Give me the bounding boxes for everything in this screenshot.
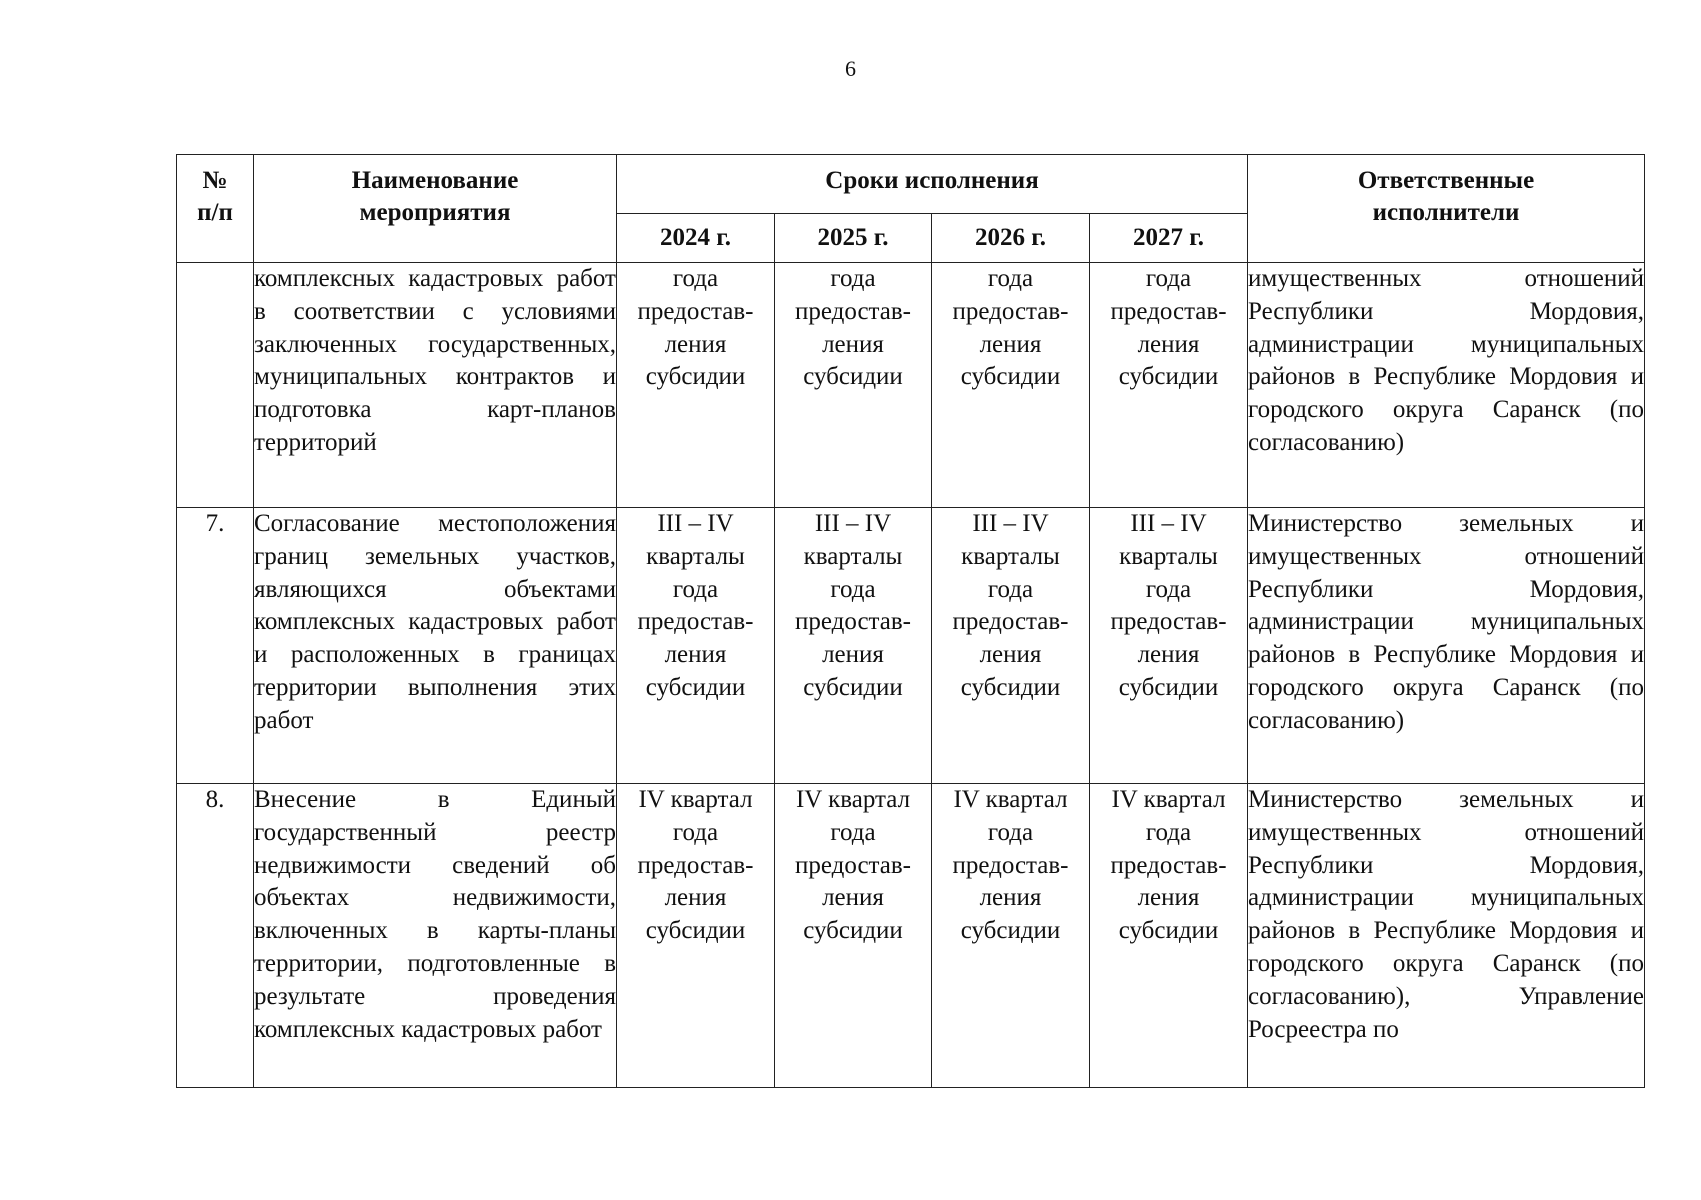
row-number <box>177 263 254 508</box>
header-deadlines: Сроки исполнения <box>617 155 1248 214</box>
header-year-2025: 2025 г. <box>775 214 932 263</box>
deadline-2024: IV квартал года предостав- ления субсидии <box>617 784 775 1088</box>
responsible-executors: Министерство земельных и имущественных отношений Республики Мордовия, администрации муниципальных районов в Республике Мордовия и городского округа Саранск (по согласованию) <box>1248 508 1645 784</box>
header-year-2026: 2026 г. <box>932 214 1090 263</box>
row-number: 7. <box>177 508 254 784</box>
header-row-1 <box>177 155 1645 214</box>
header-responsible: Ответственные исполнители <box>1248 155 1645 263</box>
table-row <box>177 784 1645 1088</box>
table-row <box>177 508 1645 784</box>
activities-table <box>176 154 1645 1088</box>
deadline-2025: года предостав- ления субсидии <box>775 263 932 508</box>
header-number: № п/п <box>177 155 254 263</box>
deadline-2026: IV квартал года предостав- ления субсидии <box>932 784 1090 1088</box>
activity-name: Согласование местоположения границ земельных участков, являющихся объектами комплексных кадастровых работ и расположенных в границах территории выполнения этих работ <box>254 508 617 784</box>
activity-name: комплексных кадастровых работ в соответствии с условиями заключенных государственных, муниципальных контрактов и подготовка карт-планов территорий <box>254 263 617 508</box>
page-number: 6 <box>845 56 856 81</box>
deadline-2024: года предостав- ления субсидии <box>617 263 775 508</box>
table-row <box>177 263 1645 508</box>
deadline-2026: года предостав- ления субсидии <box>932 263 1090 508</box>
activity-name: Внесение в Единый государственный реестр недвижимости сведений об объектах недвижимости, включенных в карты-планы территории, подготовленные в результате проведения комплексных кадастровых работ <box>254 784 617 1088</box>
deadline-2027: года предостав- ления субсидии <box>1090 263 1248 508</box>
deadline-2026: III – IV кварталы года предостав- ления субсидии <box>932 508 1090 784</box>
responsible-executors: имущественных отношений Республики Мордовия, администрации муниципальных районов в Республике Мордовия и городского округа Саранск (по согласованию) <box>1248 263 1645 508</box>
deadline-2027: III – IV кварталы года предостав- ления субсидии <box>1090 508 1248 784</box>
header-year-2027: 2027 г. <box>1090 214 1248 263</box>
responsible-executors: Министерство земельных и имущественных отношений Республики Мордовия, администрации муниципальных районов в Республике Мордовия и городского округа Саранск (по согласованию), Управление Росреестра по <box>1248 784 1645 1088</box>
deadline-2027: IV квартал года предостав- ления субсидии <box>1090 784 1248 1088</box>
header-year-2024: 2024 г. <box>617 214 775 263</box>
deadline-2025: III – IV кварталы года предостав- ления субсидии <box>775 508 932 784</box>
deadline-2025: IV квартал года предостав- ления субсидии <box>775 784 932 1088</box>
deadline-2024: III – IV кварталы года предостав- ления субсидии <box>617 508 775 784</box>
row-number: 8. <box>177 784 254 1088</box>
header-activity-name: Наименование мероприятия <box>254 155 617 263</box>
